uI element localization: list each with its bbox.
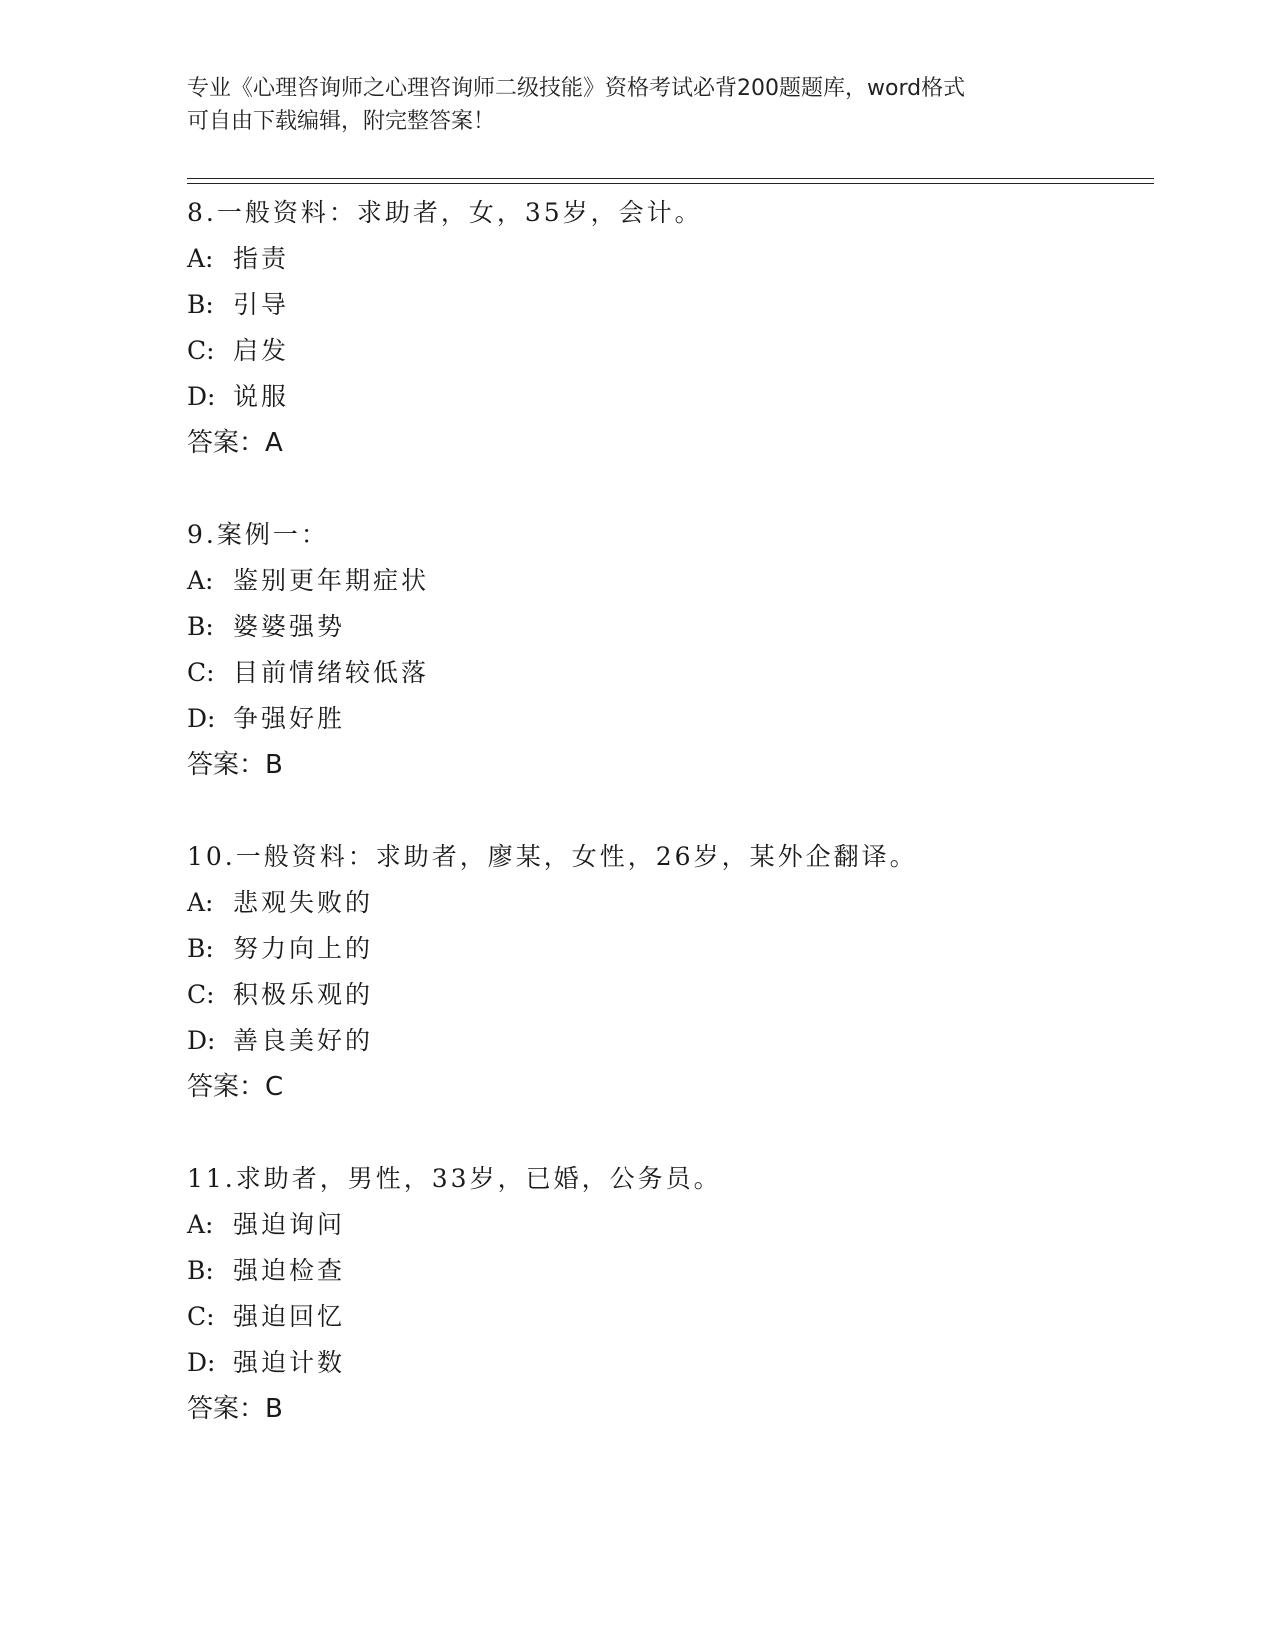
answer-line: 答案：B bbox=[187, 1394, 283, 1424]
header-divider-top bbox=[187, 178, 1154, 179]
answer-line: 答案：C bbox=[187, 1072, 284, 1102]
header-line-2: 可自由下载编辑，附完整答案！ bbox=[187, 109, 496, 134]
option-b bbox=[187, 926, 1147, 972]
option-text: 引导 bbox=[233, 290, 290, 319]
option-d bbox=[187, 1018, 1147, 1064]
option-letter: C: bbox=[187, 1302, 215, 1331]
header-divider-bottom bbox=[187, 183, 1154, 184]
option-a bbox=[187, 558, 1147, 604]
option-letter: B: bbox=[187, 1256, 214, 1285]
option-letter: C: bbox=[187, 980, 215, 1009]
option-text: 鉴别更年期症状 bbox=[233, 566, 430, 595]
option-text: 说服 bbox=[233, 382, 290, 411]
question-stem: 8.一般资料：求助者，女，35岁，会计。 bbox=[187, 198, 703, 227]
option-c bbox=[187, 1294, 1147, 1340]
option-letter: C: bbox=[187, 336, 215, 365]
question-11 bbox=[187, 1156, 1147, 1432]
question-stem: 9.案例一： bbox=[187, 520, 329, 549]
option-text: 强迫检查 bbox=[233, 1256, 346, 1285]
question-9 bbox=[187, 512, 1147, 788]
option-text: 启发 bbox=[233, 336, 290, 365]
option-letter: B: bbox=[187, 934, 214, 963]
option-text: 争强好胜 bbox=[233, 704, 346, 733]
option-text: 努力向上的 bbox=[233, 934, 374, 963]
option-letter: D: bbox=[187, 1026, 216, 1055]
option-b bbox=[187, 282, 1147, 328]
question-8 bbox=[187, 190, 1147, 466]
question-stem: 10.一般资料：求助者，廖某，女性，26岁，某外企翻译。 bbox=[187, 842, 918, 871]
option-c bbox=[187, 328, 1147, 374]
option-letter: A: bbox=[187, 1210, 214, 1239]
question-stem: 11.求助者，男性，33岁，已婚，公务员。 bbox=[187, 1164, 722, 1193]
option-d bbox=[187, 1340, 1147, 1386]
option-text: 善良美好的 bbox=[233, 1026, 374, 1055]
option-letter: A: bbox=[187, 566, 214, 595]
option-letter: C: bbox=[187, 658, 215, 687]
option-a bbox=[187, 236, 1147, 282]
answer-line: 答案：B bbox=[187, 750, 283, 780]
option-text: 强迫询问 bbox=[233, 1210, 346, 1239]
option-b bbox=[187, 1248, 1147, 1294]
option-d bbox=[187, 696, 1147, 742]
option-letter: B: bbox=[187, 290, 214, 319]
option-c bbox=[187, 972, 1147, 1018]
option-a bbox=[187, 880, 1147, 926]
question-10 bbox=[187, 834, 1147, 1110]
document-header bbox=[187, 72, 1087, 138]
option-text: 积极乐观的 bbox=[233, 980, 374, 1009]
option-text: 婆婆强势 bbox=[233, 612, 346, 641]
option-letter: D: bbox=[187, 704, 216, 733]
option-text: 指责 bbox=[233, 244, 290, 273]
option-b bbox=[187, 604, 1147, 650]
option-text: 强迫计数 bbox=[233, 1348, 346, 1377]
answer-line: 答案：A bbox=[187, 428, 283, 458]
option-c bbox=[187, 650, 1147, 696]
option-letter: A: bbox=[187, 244, 214, 273]
header-line-1: 专业《心理咨询师之心理咨询师二级技能》资格考试必背200题题库，word格式 bbox=[187, 76, 966, 101]
question-list bbox=[187, 190, 1147, 1478]
option-letter: D: bbox=[187, 382, 216, 411]
option-a bbox=[187, 1202, 1147, 1248]
option-text: 悲观失败的 bbox=[233, 888, 374, 917]
option-text: 强迫回忆 bbox=[233, 1302, 346, 1331]
option-letter: A: bbox=[187, 888, 214, 917]
option-d bbox=[187, 374, 1147, 420]
option-text: 目前情绪较低落 bbox=[233, 658, 430, 687]
option-letter: B: bbox=[187, 612, 214, 641]
option-letter: D: bbox=[187, 1348, 216, 1377]
